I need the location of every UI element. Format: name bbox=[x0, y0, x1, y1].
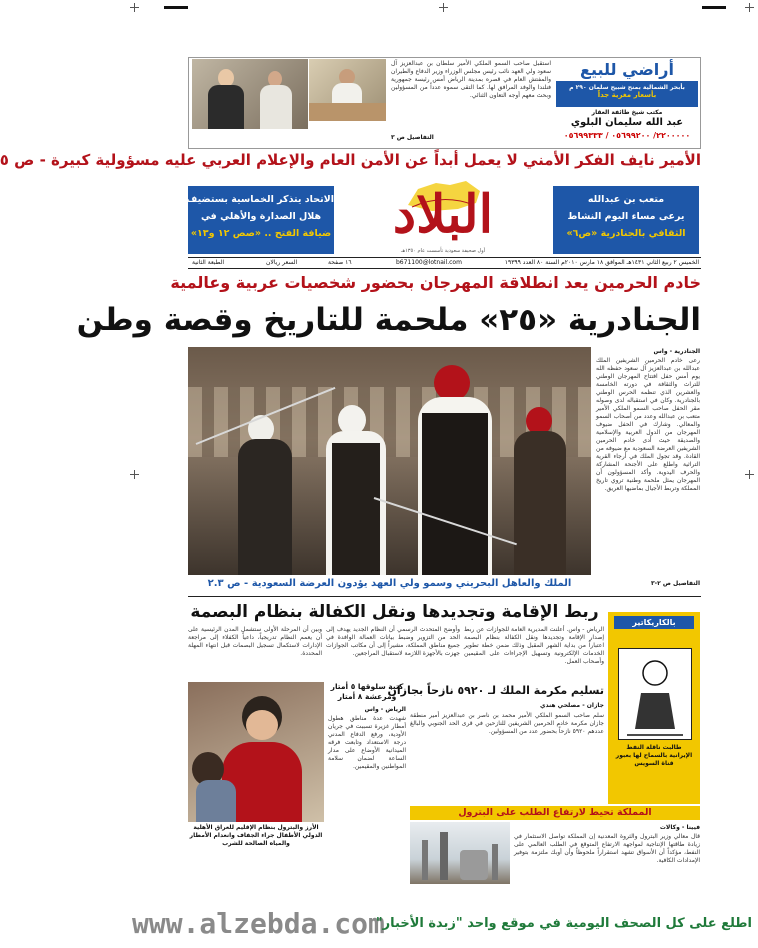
ad-line2: بأسعار مغرية جداً bbox=[597, 91, 657, 99]
cartoon-caption: طالبت ناقلة النفط الإيرانية بالسماح لها بعبور قناة السويس bbox=[615, 744, 693, 767]
second-col3: وبين أن المرحلة الأولى ستشمل المدن الرئيسية على أن يعمم النظام تدريجياً، داعياً الكفلاء إلى مراجعة الإدارات لاستكمال تسجيل البصمات قبل انتهاء المهلة المحددة. bbox=[188, 626, 322, 657]
issue-date: الخميس ٢ ربيع الثاني ١٤٣١هـ الموافق ١٨ مارس ٢٠١٠م السنة ٨٠ العدد ١٩٣٩٩ bbox=[504, 259, 699, 266]
right-promo-box[interactable] bbox=[553, 186, 699, 254]
lead-photo bbox=[188, 347, 591, 575]
edition: الطبعة الثانية bbox=[192, 259, 225, 266]
gold-body: سلم صاحب السمو الملكي الأمير محمد بن ناصر بن عبدالعزيز أمير منطقة جازان مكرمة خادم الحرمين الشريفين للنازحين في قرى الحد الجنوبي والبالغ عددهم ٥٩٢٠ نازحاً بحضور عدد من المسؤولين. bbox=[410, 712, 604, 735]
ad-line1: بأبحر الشمالية بمنح شبيح سلمان ٢٩٠ م bbox=[569, 84, 685, 91]
economy-headline[interactable]: المملكة تحيط لارتفاع الطلب على البترول bbox=[458, 807, 652, 818]
children-photo bbox=[188, 682, 324, 822]
contact-email[interactable]: b671100@lotnail.com bbox=[396, 259, 462, 266]
economy-body: قال معالي وزير البترول والثروة المعدنية إن المملكة تواصل الاستثمار في زيادة طاقتها الإنتاجية لمواجهة الارتفاع المتوقع في الطلب العالمي على النفط، مؤكداً أن الأسواق تشهد استقراراً ملحوظاً وأن أوبك ملتزمة بتوفير الإمدادات الكافية. bbox=[514, 833, 700, 864]
top-story-more[interactable]: التفاصيل ص ٣ bbox=[391, 134, 434, 141]
lead-kicker[interactable]: خادم الحرمين يعد انطلاقة المهرجان بحضور شخصيات عربية وعالمية bbox=[170, 273, 701, 292]
footer-slogan[interactable]: اطلع على كل الصحف اليومية في موقع واحد "زبدة الأخبار" bbox=[375, 916, 752, 931]
color-bar bbox=[164, 6, 188, 9]
left-promo-3: ضيافة الفتح .. «صص ١٢ و١٣» bbox=[190, 228, 332, 239]
rain-dateline: الرياض - واس bbox=[364, 706, 406, 713]
right-promo-2: يرعى مساء اليوم النشاط bbox=[567, 211, 685, 222]
left-promo-2: هلال الصدارة والأهلي في bbox=[200, 211, 322, 222]
ad-band bbox=[556, 81, 698, 107]
cartoon-label: بالكاريكاتير bbox=[614, 616, 694, 629]
registration-mark bbox=[745, 470, 754, 479]
masthead-tagline: أول صحيفة سعودية تأسست عام ١٣٥٠هـ bbox=[401, 248, 485, 254]
cartoon-drawing bbox=[618, 648, 692, 740]
color-bar bbox=[702, 6, 726, 9]
land-ad[interactable] bbox=[556, 58, 698, 146]
second-col1: الرياض - واس. أعلنت المديرية العامة للجوازات عن ربط إصدار الإقامة وتجديدها ونقل الكفالة بنظام البصمة اعتباراً من بداية الشهر المقبل وذلك ضمن خطة تطوير الخدمات الإلكترونية وتسهيل الإجراءات على المقيمين وأصحاب العمل. bbox=[464, 626, 604, 665]
refinery-photo bbox=[410, 822, 510, 884]
lead-body: رعى خادم الحرمين الشريفين الملك عبدالله بن عبدالعزيز آل سعود حفظه الله يوم أمس حفل افتتاح المهرجان الوطني للتراث والثقافة في دورته الخامسة والعشرين الذي تنظمه الحرس الوطني بالجنادرية. وكان في استقباله لدى وصوله مقر الحفل صاحب السمو الملكي الأمير متعب بن عبدالله وعدد من أصحاب السمو والمعالي. وشارك في الحفل ضيوف المهرجان من الدول العربية والإسلامية والصديقة حيث أدى خادم الحرمين الشريفين العرضة السعودية مع ضيوفه من القادة. وقد تجول الملك في أرجاء القرية التراثية واطلع على الأجنحة المشاركة والحرف اليدوية. وأكد المسؤولون أن المهرجان يمثل ملحمة وطنية تروي تاريخ المملكة وتربط الأجيال بماضيها العريق. bbox=[596, 357, 700, 492]
ad-title: أراضي للبيع bbox=[580, 60, 674, 79]
children-photo-caption: الأرز والبترول بنظام الإقليم للعراق الأهلية الدولي الأطفال جراء الجفاف وانعدام الأمطار والمياه الصالحة للشرب bbox=[189, 824, 323, 847]
left-promo-1: الاتحاد يتذكر الخماسية بستضيف bbox=[186, 194, 334, 205]
dateline-bar bbox=[188, 257, 701, 269]
second-headline[interactable]: ربط الإقامة وتجديدها ونقل الكفالة بنظام البصمة bbox=[190, 602, 599, 622]
cartoon-box[interactable] bbox=[608, 612, 700, 804]
economy-dateline: فيينا - وكالات bbox=[659, 824, 700, 831]
lead-more[interactable]: التفاصيل ص ٢-٣ bbox=[650, 580, 700, 587]
meeting-photo-right bbox=[309, 59, 386, 121]
economy-headline-bar bbox=[410, 806, 700, 820]
ad-line3: مكتب شيخ طائفة العقار bbox=[591, 109, 663, 116]
section-rule bbox=[188, 596, 701, 597]
registration-mark bbox=[130, 470, 139, 479]
masthead-logo[interactable]: البلاد bbox=[392, 184, 494, 245]
registration-mark bbox=[130, 3, 139, 12]
lead-headline[interactable]: الجنادرية «٢٥» ملحمة للتاريخ وقصة وطن bbox=[76, 302, 701, 338]
right-promo-1: متعب بن عبدالله bbox=[587, 194, 665, 205]
top-story-text: استقبل صاحب السمو الملكي الأمير سلطان بن عبدالعزيز آل سعود ولي العهد نائب رئيس مجلس الوزراء وزير الدفاع والطيران والمفتش العام في قصره بمدينة الرياض أمس رئيسة جمهورية فنلندا والوفد المرافق لها. كما التقى سموه عدداً من المسؤولين وبحث معهم أوجه التعاون الثنائي. bbox=[391, 60, 551, 99]
meeting-photo-left bbox=[192, 59, 308, 129]
page-count: ١٦ صفحة bbox=[328, 259, 352, 266]
lead-photo-caption: الملك والعاهل البحريني وسمو ولي العهد يؤدون العرضة السعودية - ص ٢.٣ bbox=[207, 578, 572, 589]
right-promo-3: الثقافي بالجنادرية «ص٦» bbox=[566, 228, 686, 239]
left-promo-box[interactable] bbox=[188, 186, 334, 254]
ad-name: عبد الله سليمان البلوي bbox=[570, 117, 684, 128]
ad-phone: ٢٢٠٠٠٠٠/ ٠٥٦٩٩٢٠٠ / ٠٥٦٩٩٣٣٣ bbox=[563, 131, 691, 140]
registration-mark bbox=[745, 3, 754, 12]
lead-dateline: الجنادرية - واس bbox=[653, 348, 700, 355]
second-col2: وأوضح المتحدث الرسمي أن النظام الجديد يهدف إلى الحد من التزوير وضبط بيانات العمالة الوافدة في جميع مناطق المملكة، مشيراً إلى أن مكاتب الجوازات جهزت بالأجهزة اللازمة لاستقبال المراجعين. bbox=[326, 626, 460, 657]
rain-headline[interactable]: كتبة سلوقها ٥ أمتار ومرعشة ٨ أمتار bbox=[330, 682, 404, 701]
footer-site[interactable]: www.alzebda.com bbox=[132, 907, 385, 940]
gold-headline[interactable]: تسليم مكرمة الملك لـ ٥٩٢٠ نازحاً بجازان bbox=[387, 684, 604, 697]
rain-body: شهدت عدة مناطق هطول أمطار غزيرة تسببت في جريان الأودية، ورفع الدفاع المدني درجة الاستعداد وتابعت فرقه الميدانية الأوضاع على مدار الساعة لضمان سلامة المواطنين والمقيمين. bbox=[328, 715, 406, 770]
gold-dateline: جازان - مصلحي هندي bbox=[539, 702, 604, 709]
registration-mark bbox=[439, 3, 448, 12]
red-banner-headline[interactable]: الأمير نايف الفكر الأمني لا يعمل أبداً عن الأمن العام والإعلام العربي عليه مسؤولية كبيرة - ص ٥ bbox=[0, 151, 701, 169]
price: السعر ريالان bbox=[266, 259, 298, 266]
